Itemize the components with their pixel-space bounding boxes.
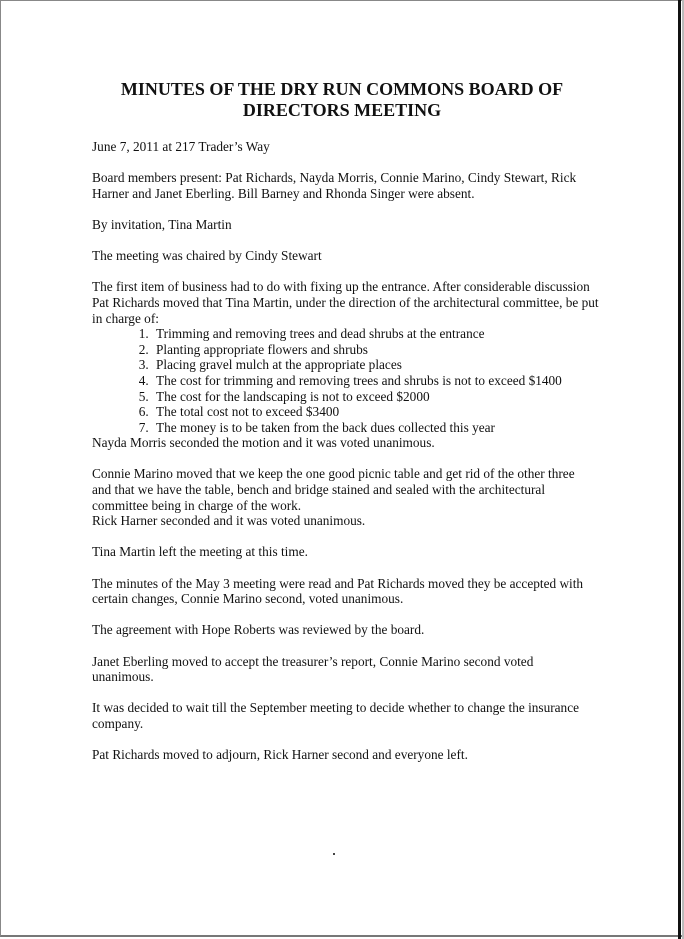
list-item: 2. Planting appropriate flowers and shrubs: [152, 342, 612, 358]
list-item: 7. The money is to be taken from the back dues collected this year: [152, 420, 612, 436]
document-title: [92, 79, 592, 121]
meeting-date-location: June 7, 2011 at 217 Trader’s Way: [92, 139, 270, 154]
picnic-motion: Connie Marino moved that we keep the one good picnic table and get rid of the other three and that we have the table, bench and bridge stained and sealed with the architectural committee being in charge of the work.: [92, 466, 575, 513]
title-line-1: MINUTES OF THE DRY RUN COMMONS BOARD OF: [120, 79, 564, 99]
minutes-approval: The minutes of the May 3 meeting were read and Pat Richards moved they be accepted with certain changes, Connie Marino second, voted unanimous.: [92, 575, 584, 607]
first-item-list: [92, 326, 612, 435]
page-edge-shadow: [678, 0, 681, 939]
list-item: 5. The cost for the landscaping is not to exceed $2000: [152, 389, 612, 405]
treasurer-report: Janet Eberling moved to accept the treasurer’s report, Connie Marino second voted unanimous.: [92, 653, 534, 685]
first-item-intro: The first item of business had to do with fixing up the entrance. After considerable discussion Pat Richards moved that Tina Martin, under the direction of the architectural committee, be put in charge of:: [92, 279, 599, 326]
agreement-note: The agreement with Hope Roberts was reviewed by the board.: [92, 622, 425, 638]
list-item: 4. The cost for trimming and removing trees and shrubs is not to exceed $1400: [152, 373, 612, 389]
chair-note: The meeting was chaired by Cindy Stewart: [92, 248, 322, 264]
invitation-note: By invitation, Tina Martin: [92, 216, 232, 232]
document-body: [92, 79, 612, 763]
scan-speck: [333, 853, 335, 855]
tina-left-note: Tina Martin left the meeting at this time.: [92, 544, 308, 560]
list-item: 6. The total cost not to exceed $3400: [152, 404, 612, 420]
first-item-second: Nayda Morris seconded the motion and it was voted unanimous.: [92, 435, 435, 451]
picnic-second: Rick Harner seconded and it was voted unanimous.: [92, 513, 366, 529]
list-item: 3. Placing gravel mulch at the appropriate places: [152, 357, 612, 373]
list-item: 1. Trimming and removing trees and dead shrubs at the entrance: [152, 326, 612, 342]
insurance-note: It was decided to wait till the September meeting to decide whether to change the insurance company.: [92, 700, 580, 731]
members-present: Board members present: Pat Richards, Nayda Morris, Connie Marino, Cindy Stewart, Rick Harner and Janet Eberling. Bill Barney and Rhonda Singer were absent.: [92, 170, 577, 201]
adjourn-note: Pat Richards moved to adjourn, Rick Harner second and everyone left.: [92, 747, 468, 763]
title-line-2: DIRECTORS MEETING: [242, 100, 442, 120]
